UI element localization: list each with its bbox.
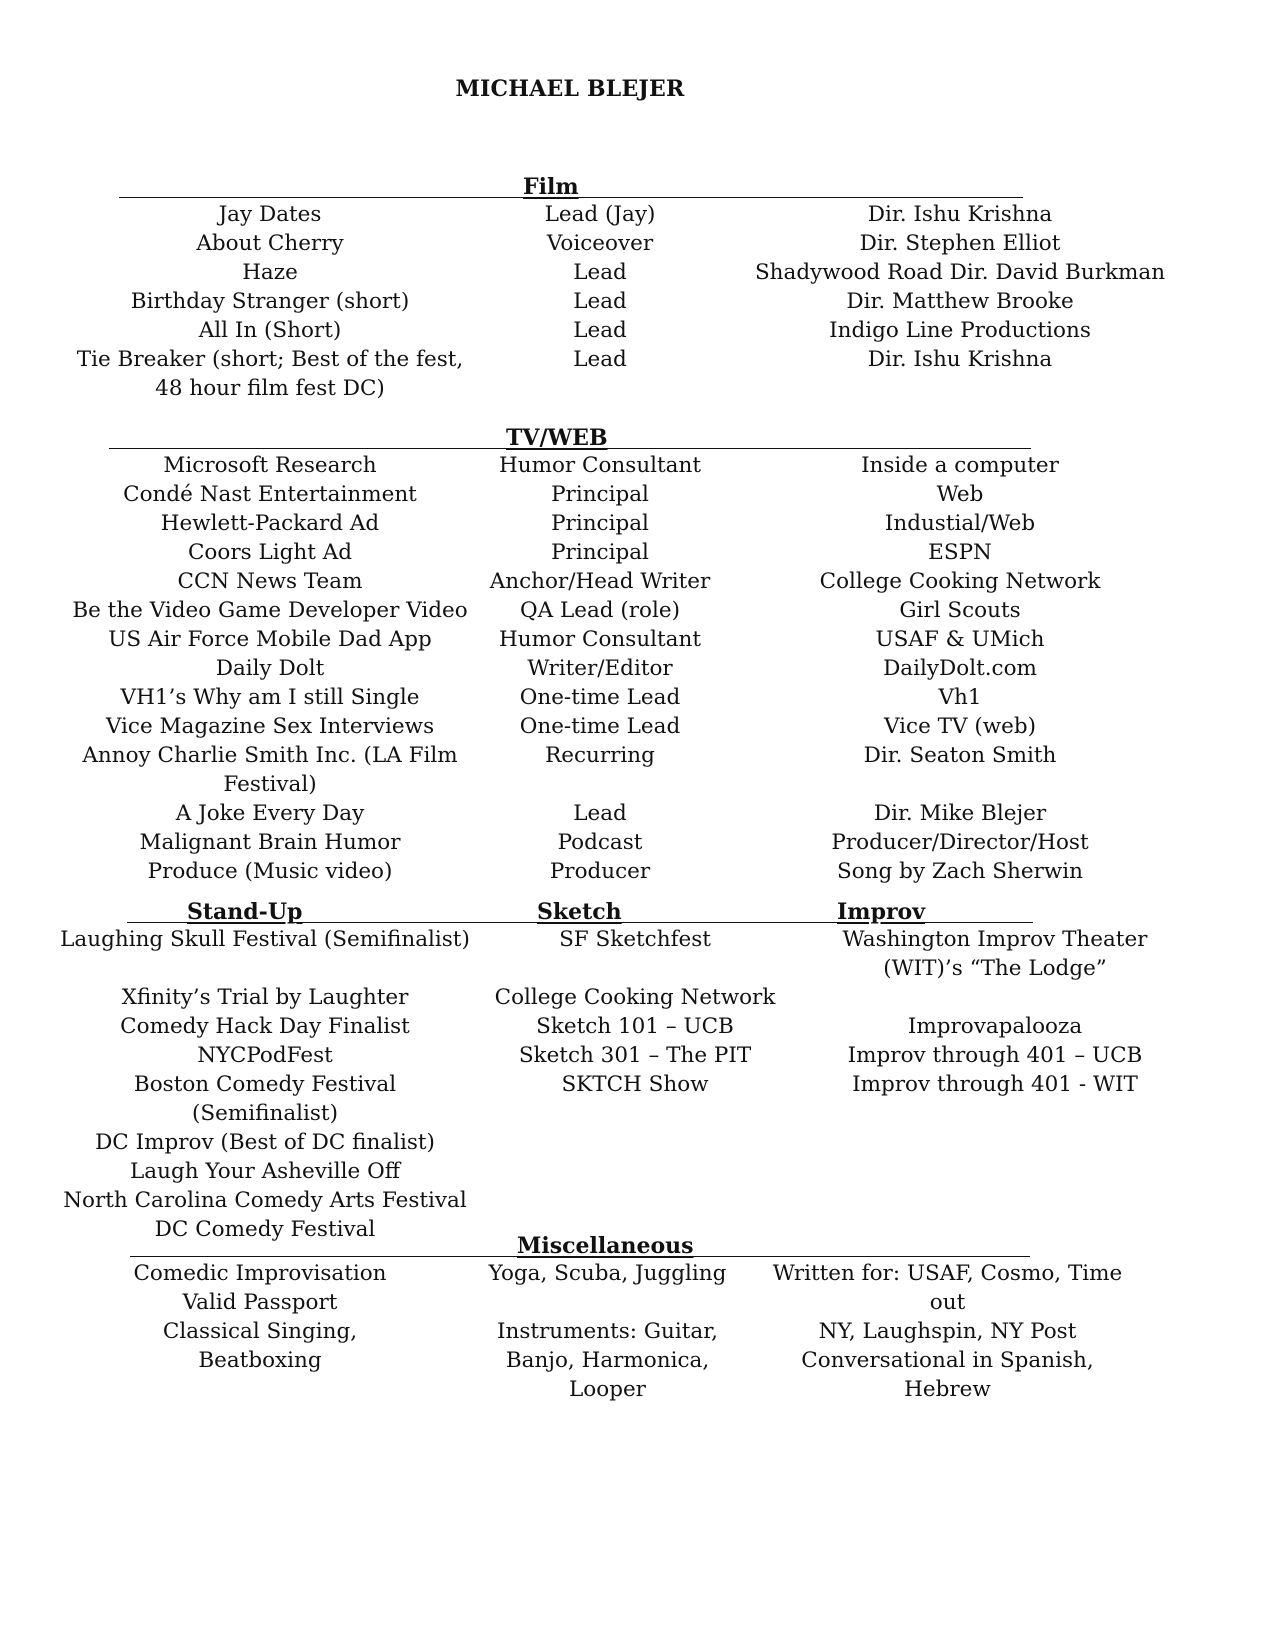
tvweb-title: A Joke Every Day: [175, 801, 365, 826]
tvweb-row: [0, 857, 1275, 886]
standup-item: NYCPodFest: [197, 1043, 333, 1068]
tvweb-role: Principal: [551, 540, 649, 565]
film-row: [0, 200, 1275, 229]
standup-item: Laugh Your Asheville Off: [130, 1159, 400, 1184]
sketch-section-heading: [537, 896, 837, 926]
tvweb-outlet: Dir. Mike Blejer: [873, 801, 1047, 826]
misc-hobby: [465, 1288, 750, 1317]
film-role: Lead: [573, 318, 627, 343]
tvweb-row: [0, 596, 1275, 625]
tvweb-row: [0, 480, 1275, 509]
misc-skill: Valid Passport: [182, 1290, 338, 1315]
improv-item: Improv through 401 – UCB: [847, 1043, 1143, 1068]
film-role: Lead (Jay): [544, 202, 656, 227]
tvweb-outlet: Song by Zach Sherwin: [836, 859, 1084, 884]
standup-item: Comedy Hack Day Finalist: [120, 1014, 410, 1039]
tvweb-outlet: Vice TV (web): [884, 714, 1036, 739]
sketch-item: Sketch 301 – The PIT: [518, 1043, 752, 1068]
film-title: Jay Dates: [218, 202, 322, 227]
tvweb-title: Produce (Music video): [147, 859, 393, 884]
film-role: Lead: [573, 289, 627, 314]
tvweb-row: [0, 828, 1275, 857]
sketch-item: SF Sketchfest: [559, 927, 711, 952]
film-title: Birthday Stranger (short): [130, 289, 410, 314]
tvweb-outlet: Inside a computer: [861, 453, 1059, 478]
tvweb-outlet: Industial/Web: [884, 511, 1036, 536]
improv-heading-rule-right: [917, 922, 1033, 923]
tvweb-role: Principal: [551, 511, 649, 536]
tvweb-outlet: College Cooking Network: [819, 569, 1101, 594]
tvweb-outlet: DailyDolt.com: [883, 656, 1037, 681]
sketch-item: SKTCH Show: [561, 1072, 709, 1097]
misc-hobby: Yoga, Scuba, Juggling: [488, 1261, 727, 1286]
misc-section-heading: [130, 1230, 1030, 1260]
film-role: Lead: [573, 260, 627, 285]
improv-section-heading: [837, 896, 1033, 926]
misc-heading-rule-right: [680, 1256, 1030, 1257]
film-director: Dir. Stephen Elliot: [859, 231, 1061, 256]
misc-writing: Written for: USAF, Cosmo, Time out: [772, 1261, 1123, 1315]
tvweb-outlet: Vh1: [938, 685, 982, 710]
tvweb-title: VH1’s Why am I still Single: [120, 685, 420, 710]
film-credits: [0, 200, 1275, 403]
tvweb-role: Lead: [573, 801, 627, 826]
tvweb-outlet: Girl Scouts: [899, 598, 1021, 623]
misc-hobbies-column: [465, 1259, 750, 1404]
improv-item: Improvapalooza: [907, 1014, 1083, 1039]
tvweb-row: [0, 509, 1275, 538]
tvweb-title: Be the Video Game Developer Video: [72, 598, 468, 623]
film-heading-label: Film: [523, 174, 579, 200]
training-row: [0, 925, 1275, 983]
tvweb-title: Coors Light Ad: [187, 540, 352, 565]
misc-heading-rule-left: [130, 1256, 517, 1257]
misc-heading-label: Miscellaneous: [517, 1233, 694, 1259]
tvweb-outlet: Dir. Seaton Smith: [863, 743, 1057, 768]
misc-skill: Comedic Improvisation: [133, 1261, 387, 1286]
tvweb-title: CCN News Team: [177, 569, 363, 594]
tvweb-credits: [0, 451, 1275, 886]
tvweb-outlet: ESPN: [928, 540, 992, 565]
film-section-heading: [119, 171, 1023, 201]
tvweb-title: Annoy Charlie Smith Inc. (LA Film Festival): [82, 743, 458, 797]
tvweb-role: Anchor/Head Writer: [489, 569, 711, 594]
misc-skill: Classical Singing,: [162, 1319, 358, 1344]
film-row: [0, 258, 1275, 287]
film-heading-rule-left: [119, 197, 523, 198]
misc-hobby: Banjo, Harmonica, Looper: [505, 1348, 710, 1402]
tvweb-row: [0, 538, 1275, 567]
standup-item: North Carolina Comedy Arts Festival: [63, 1188, 467, 1213]
tvweb-heading-rule-right: [603, 448, 1031, 449]
sketch-item: College Cooking Network: [494, 985, 776, 1010]
tvweb-role: QA Lead (role): [519, 598, 680, 623]
film-director: Indigo Line Productions: [829, 318, 1091, 343]
misc-hobby: Instruments: Guitar,: [497, 1319, 718, 1344]
standup-heading-rule-right: [289, 922, 537, 923]
tvweb-outlet: Producer/Director/Host: [831, 830, 1089, 855]
training-credits: [0, 925, 1275, 1244]
misc-writing: Conversational in Spanish, Hebrew: [801, 1348, 1094, 1402]
film-director: Dir. Matthew Brooke: [846, 289, 1074, 314]
tvweb-title: US Air Force Mobile Dad App: [108, 627, 432, 652]
tvweb-role: One-time Lead: [519, 714, 681, 739]
film-director: Dir. Ishu Krishna: [867, 347, 1053, 372]
tvweb-row: [0, 625, 1275, 654]
film-title: Tie Breaker (short; Best of the fest, 48 hour film fest DC): [76, 347, 464, 401]
standup-item: Boston Comedy Festival (Semifinalist): [133, 1072, 397, 1126]
film-row: [0, 316, 1275, 345]
tvweb-title: Daily Dolt: [215, 656, 325, 681]
tvweb-role: One-time Lead: [519, 685, 681, 710]
film-title: All In (Short): [198, 318, 342, 343]
tvweb-heading-rule-left: [109, 448, 506, 449]
sketch-heading-rule-right: [609, 922, 837, 923]
standup-heading-rule-left: [127, 922, 187, 923]
improv-heading-label: Improv: [837, 899, 925, 925]
film-heading-rule-right: [573, 197, 1023, 198]
sketch-heading-label: Sketch: [537, 899, 622, 925]
tvweb-title: Hewlett-Packard Ad: [160, 511, 380, 536]
standup-section-heading: [127, 896, 537, 926]
training-row: [0, 983, 1275, 1012]
standup-item: DC Improv (Best of DC finalist): [95, 1130, 435, 1155]
tvweb-outlet: Web: [936, 482, 984, 507]
standup-item: Xfinity’s Trial by Laughter: [121, 985, 409, 1010]
tvweb-role: Humor Consultant: [499, 453, 701, 478]
film-row: [0, 287, 1275, 316]
film-role: Lead: [573, 347, 627, 372]
training-row: [0, 1012, 1275, 1041]
tvweb-role: Humor Consultant: [499, 627, 701, 652]
tvweb-row: [0, 567, 1275, 596]
tvweb-role: Podcast: [557, 830, 643, 855]
film-row: [0, 345, 1275, 403]
sketch-item: Sketch 101 – UCB: [536, 1014, 734, 1039]
training-row: [0, 1186, 1275, 1215]
tvweb-title: Malignant Brain Humor: [139, 830, 401, 855]
tvweb-outlet: USAF & UMich: [875, 627, 1045, 652]
tvweb-title: Microsoft Research: [163, 453, 377, 478]
film-title: Haze: [242, 260, 298, 285]
film-role: Voiceover: [546, 231, 654, 256]
misc-skill: Beatboxing: [198, 1348, 322, 1373]
film-director: Dir. Ishu Krishna: [867, 202, 1053, 227]
tvweb-row: [0, 712, 1275, 741]
standup-item: DC Comedy Festival: [154, 1217, 376, 1242]
misc-skills-column: [60, 1259, 460, 1375]
tvweb-row: [0, 799, 1275, 828]
tvweb-row: [0, 451, 1275, 480]
film-row: [0, 229, 1275, 258]
tvweb-role: Principal: [551, 482, 649, 507]
page-title: MICHAEL BLEJER: [455, 76, 685, 102]
training-row: [0, 1041, 1275, 1070]
tvweb-title: Condé Nast Entertainment: [123, 482, 417, 507]
misc-writing: NY, Laughspin, NY Post: [818, 1319, 1077, 1344]
tvweb-role: Recurring: [545, 743, 655, 768]
film-director: Shadywood Road Dir. David Burkman: [754, 260, 1166, 285]
tvweb-role: Producer: [549, 859, 651, 884]
tvweb-row: [0, 683, 1275, 712]
improv-item: Improv through 401 - WIT: [852, 1072, 1138, 1097]
standup-item: Laughing Skull Festival (Semifinalist): [60, 927, 470, 952]
tvweb-row: [0, 654, 1275, 683]
film-title: About Cherry: [196, 231, 344, 256]
tvweb-role: Writer/Editor: [527, 656, 673, 681]
standup-heading-label: Stand-Up: [187, 899, 303, 925]
tvweb-title: Vice Magazine Sex Interviews: [105, 714, 435, 739]
training-row: [0, 1157, 1275, 1186]
training-row: [0, 1070, 1275, 1128]
improv-item: Washington Improv Theater (WIT)’s “The Lodge”: [842, 927, 1148, 981]
misc-writing-column: [755, 1259, 1140, 1404]
tvweb-section-heading: [109, 422, 1031, 452]
tvweb-row: [0, 741, 1275, 799]
tvweb-heading-label: TV/WEB: [506, 425, 608, 451]
training-row: [0, 1128, 1275, 1157]
